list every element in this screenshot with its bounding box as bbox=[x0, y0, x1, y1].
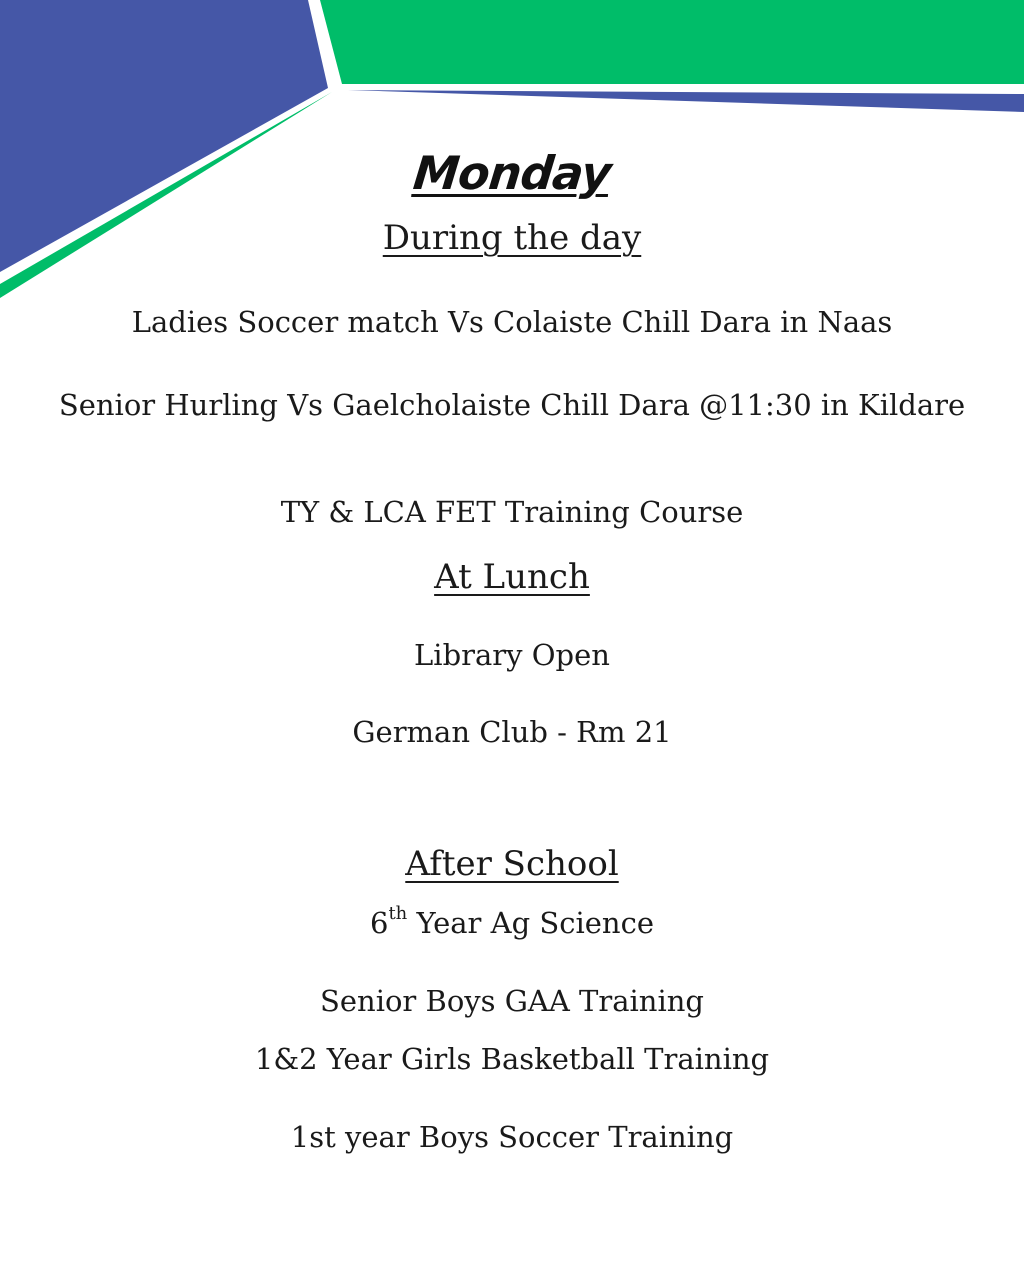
list-item: Senior Hurling Vs Gaelcholaiste Chill Dara @11:30 in Kildare bbox=[58, 388, 966, 422]
list-item: Senior Boys GAA Training bbox=[319, 984, 704, 1018]
top-right-blue-stripe bbox=[348, 90, 1024, 112]
section-heading-at-lunch: At Lunch bbox=[434, 557, 590, 597]
top-right-green-shape bbox=[320, 0, 1024, 84]
list-item: Ladies Soccer match Vs Colaiste Chill Dara in Naas bbox=[131, 305, 893, 339]
ag-science-number: 6 bbox=[369, 906, 389, 940]
list-item: 1&2 Year Girls Basketball Training bbox=[254, 1042, 770, 1076]
list-item: Library Open bbox=[414, 638, 610, 672]
ag-science-ordinal: th bbox=[388, 903, 408, 924]
ag-science-text: Year Ag Science bbox=[407, 906, 654, 940]
list-item: German Club - Rm 21 bbox=[352, 715, 672, 749]
page-title: Monday bbox=[410, 146, 614, 200]
section-heading-after-school: After School bbox=[405, 844, 619, 884]
section-heading-during-the-day: During the day bbox=[382, 218, 642, 258]
list-item: TY & LCA FET Training Course bbox=[280, 495, 744, 529]
list-item-ag-science bbox=[0, 903, 1024, 940]
list-item: 1st year Boys Soccer Training bbox=[290, 1120, 734, 1154]
